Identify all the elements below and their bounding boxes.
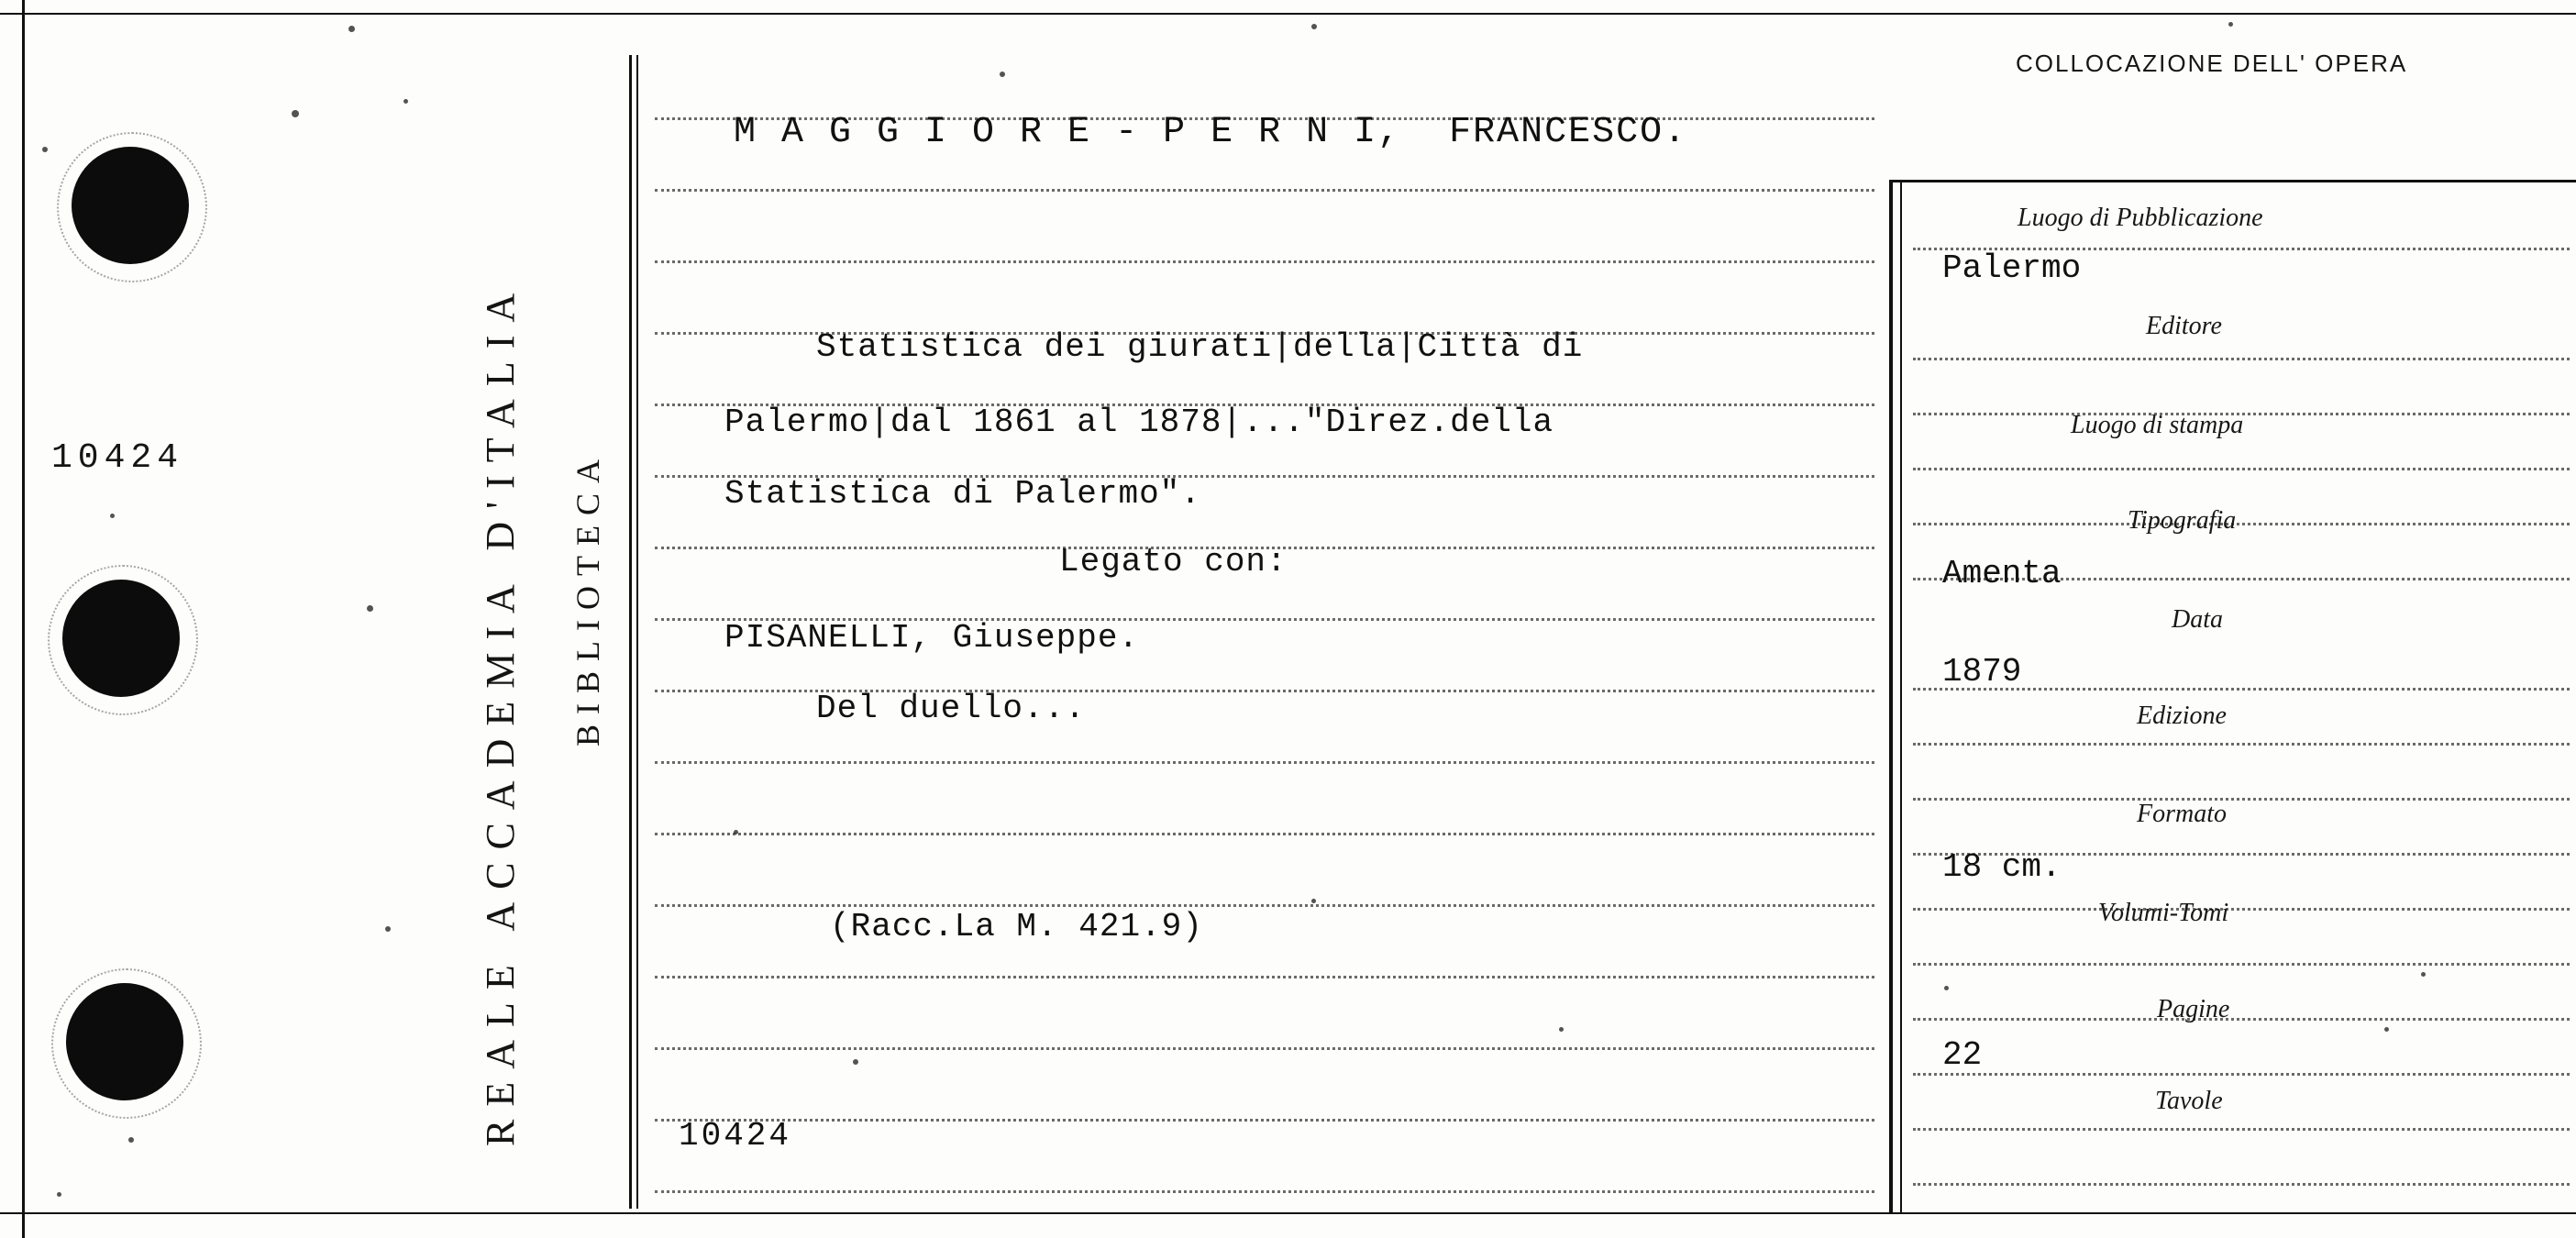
field-rule: [1913, 468, 2570, 470]
field-rule: [1913, 908, 2570, 911]
paper-speck: [1311, 24, 1317, 29]
left-margin-inventory-number: 10424: [51, 438, 184, 478]
entry-bound-with-title: Del duello...: [816, 690, 1086, 727]
entry-bound-with-label: Legato con:: [1059, 543, 1288, 580]
spine-rule-inner: [636, 55, 638, 1209]
field-label-volumi-tomi: Volumi-Tomi: [2098, 899, 2229, 927]
field-label-data: Data: [2172, 605, 2223, 634]
rule-line: [655, 1047, 1874, 1050]
field-rule: [1913, 1073, 2570, 1076]
paper-speck: [1000, 72, 1005, 77]
field-value-tipografia: Amenta: [1942, 555, 2062, 592]
library-name-vertical: REALE ACCADEMIA D'ITALIA: [478, 280, 523, 1146]
entry-title-line-1: Statistica dei giurati|della|Città di: [816, 328, 1584, 366]
paper-speck: [385, 926, 391, 932]
paper-speck: [2384, 1027, 2389, 1032]
paper-speck: [853, 1059, 858, 1065]
rule-line: [655, 976, 1874, 978]
rule-line: [655, 260, 1874, 263]
paper-speck: [367, 605, 373, 612]
paper-speck: [42, 147, 48, 152]
field-label-tavole: Tavole: [2155, 1087, 2223, 1115]
field-value-formato: 18 cm.: [1942, 848, 2062, 886]
field-label-pagine: Pagine: [2157, 995, 2230, 1023]
paper-speck: [128, 1137, 134, 1143]
rule-line: [655, 189, 1874, 192]
paper-speck: [292, 110, 299, 117]
entry-author: M A G G I O R E - P E R N I, FRANCESCO.: [734, 112, 1688, 153]
entry-inventory-number: 10424: [679, 1117, 792, 1155]
rule-line: [655, 761, 1874, 764]
field-label-edizione: Edizione: [2137, 702, 2227, 730]
card-bottom-border: [0, 1212, 2576, 1214]
entry-bound-with-author: PISANELLI, Giuseppe.: [724, 619, 1140, 657]
field-rule: [1913, 1183, 2570, 1186]
entry-title-line-2: Palermo|dal 1861 al 1878|..."Direz.della: [724, 403, 1554, 441]
entry-collection-note: (Racc.La M. 421.9): [830, 908, 1203, 945]
punch-hole-icon: [72, 147, 189, 264]
punch-hole-icon: [62, 580, 180, 697]
field-label-formato: Formato: [2137, 800, 2227, 828]
paper-speck: [2228, 22, 2233, 27]
rule-line: [655, 833, 1874, 835]
paper-speck: [2421, 972, 2426, 977]
entry-title-line-3: Statistica di Palermo".: [724, 475, 1201, 513]
field-label-luogo-pubblicazione: Luogo di Pubblicazione: [2018, 204, 2263, 232]
spine-rule-outer: [629, 55, 632, 1209]
collocazione-header: COLLOCAZIONE DELL' OPERA: [2016, 50, 2408, 77]
rule-line: [655, 904, 1874, 907]
field-rule: [1913, 523, 2570, 525]
field-label-tipografia: Tipografia: [2128, 506, 2237, 535]
paper-speck: [57, 1192, 61, 1197]
paper-speck: [348, 26, 355, 32]
paper-speck: [1559, 1027, 1564, 1032]
card-left-border: [22, 0, 25, 1238]
paper-speck: [1944, 986, 1949, 990]
paper-speck: [110, 514, 115, 518]
card-top-border: [0, 13, 2576, 15]
paper-speck: [734, 830, 738, 835]
rule-line: [655, 1119, 1874, 1122]
paper-speck: [1311, 899, 1316, 903]
field-value-data: 1879: [1942, 653, 2022, 691]
field-value-pagine: 22: [1942, 1036, 1983, 1074]
library-department-vertical: BIBLIOTECA: [569, 449, 606, 746]
rule-line: [655, 1190, 1874, 1193]
field-rule: [1913, 1018, 2570, 1021]
field-rule: [1913, 963, 2570, 966]
field-rule: [1913, 798, 2570, 801]
field-rule: [1913, 358, 2570, 360]
paper-speck: [404, 99, 408, 104]
right-column-rule-inner: [1900, 180, 1902, 1212]
field-rule: [1913, 1128, 2570, 1131]
punch-hole-icon: [66, 983, 183, 1100]
field-label-editore: Editore: [2146, 312, 2222, 340]
field-label-luogo-stampa: Luogo di stampa: [2071, 411, 2244, 439]
field-rule: [1913, 743, 2570, 746]
field-value-luogo-pubblicazione: Palermo: [1942, 249, 2082, 287]
right-column-rule-outer: [1889, 180, 1893, 1212]
right-column-top-rule: [1889, 180, 2576, 182]
